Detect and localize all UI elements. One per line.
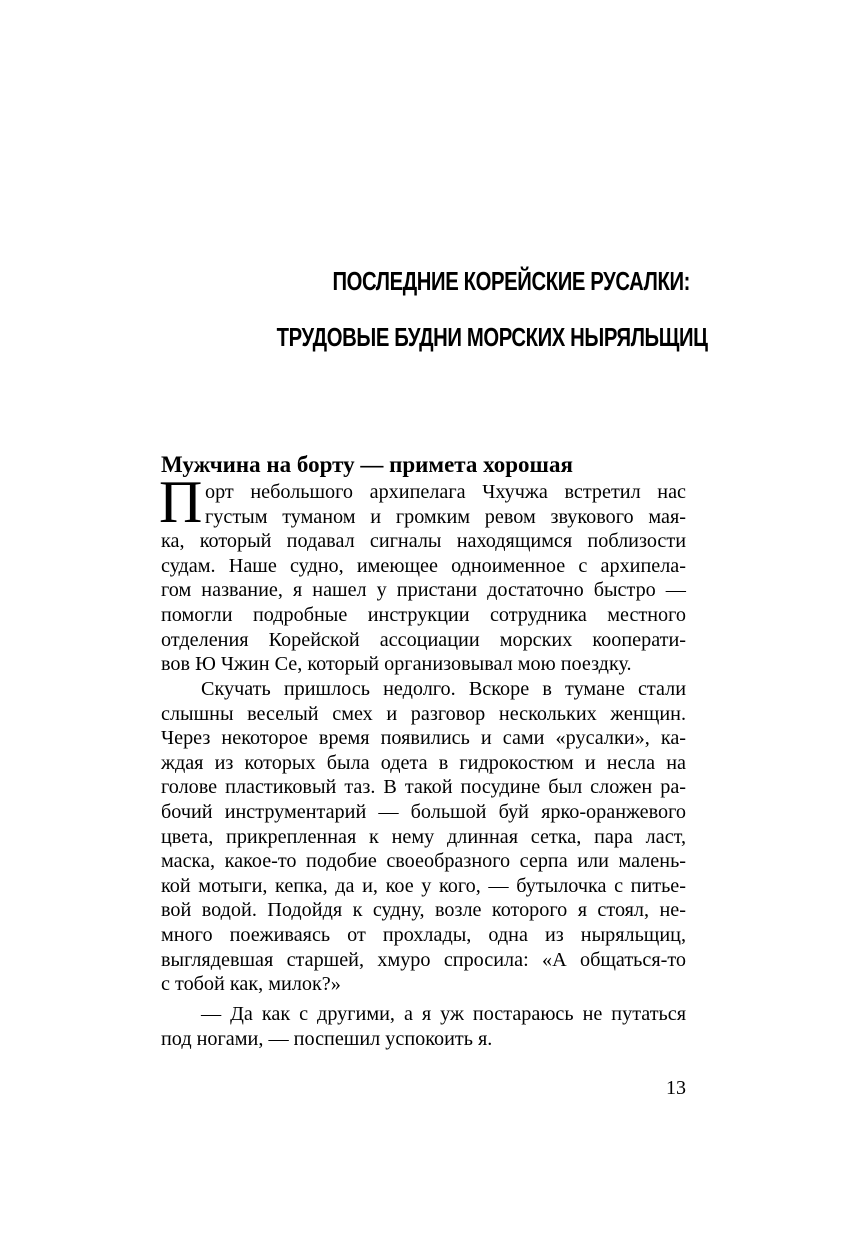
paragraph-line: голове пластиковый таз. В такой посудине был сложен ра- (161, 776, 686, 799)
paragraph-line: вой водой. Подойдя к судну, возле которого я стоял, не- (161, 899, 686, 922)
paragraph-line: отделения Корейской ассоциации морских кооперати- (161, 628, 686, 651)
paragraph-line: — Да как с другими, а я уж постараюсь не путаться (201, 1003, 686, 1025)
paragraph-line: выглядевшая старшей, хмуро спросила: «А общаться-то (161, 948, 686, 971)
paragraph-line: маска, какое-то подобие своеобразного серпа или малень- (161, 850, 686, 873)
paragraph-line: цвета, прикрепленная к нему длинная сетка, пара ласт, (161, 825, 686, 848)
paragraph-line: Скучать пришлось недолго. Вскоре в тумане стали (201, 678, 686, 700)
paragraph-line: кой мотыги, кепка, да и, кое у кого, — бутылочка с питье- (161, 874, 686, 897)
paragraph-line: с тобой как, милок?» (161, 973, 341, 996)
paragraph-line: орт небольшого архипелага Чхучжа встретил нас (205, 481, 686, 503)
paragraph-line: много поеживаясь от прохлады, одна из ныряльщиц, (161, 923, 686, 946)
paragraph-line: ждая из которых была одета в гидрокостюм и несла на (161, 751, 686, 774)
paragraph-line: Через некоторое время появились и сами «русалки», ка- (161, 727, 686, 750)
paragraph-line: бочий инструментарий — большой буй ярко-оранжевого (161, 800, 686, 823)
page-number: 13 (666, 1077, 686, 1099)
paragraph-line: ка, который подавал сигналы находящимся поблизости (161, 530, 686, 553)
paragraph-line: под ногами, — поспешил успокоить я. (161, 1027, 493, 1050)
paragraph-2 (161, 677, 686, 997)
paragraph-line: гом название, я нашел у пристани достаточно быстро — (161, 579, 686, 602)
paragraph-3 (161, 1002, 686, 1051)
paragraph-line: густым туманом и громким ревом звукового мая- (205, 505, 686, 528)
paragraph-line: судам. Наше судно, имеющее одноименное с архипела- (161, 554, 686, 577)
paragraph-line: помогли подробные инструкции сотрудника местного (161, 603, 686, 626)
drop-cap: П (159, 469, 203, 535)
chapter-title-line-1: ПОСЛЕДНИЕ КОРЕЙСКИЕ РУСАЛКИ: (332, 266, 690, 296)
paragraph-line: слышны веселый смех и разговор нескольких женщин. (161, 702, 686, 725)
section-heading: Мужчина на борту — примета хорошая (161, 452, 573, 477)
chapter-title-line-2: ТРУДОВЫЕ БУДНИ МОРСКИХ НЫРЯЛЬЩИЦ (276, 322, 708, 352)
paragraph-1 (161, 480, 686, 677)
paragraph-line: вов Ю Чжин Се, который организовывал мою поездку. (161, 653, 632, 676)
